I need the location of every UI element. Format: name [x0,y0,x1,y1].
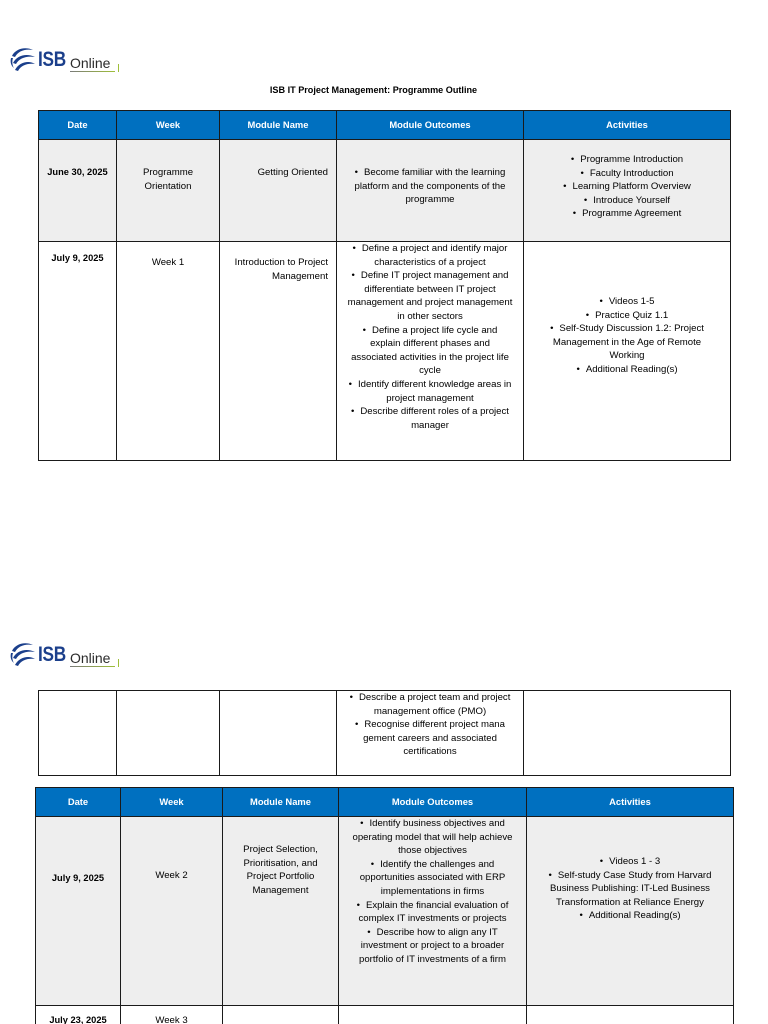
activity-item: • Faculty Introduction [540,167,714,181]
module-outcomes-cell [337,691,524,776]
week-cell: Week 3 [121,1006,223,1024]
logo-accent-mark [118,64,119,72]
activities-cell [524,691,731,776]
module-outcomes-cell [337,140,524,242]
module-outcomes-list [347,242,513,432]
column-header-date: Date [39,111,117,140]
programme-outline-table [38,110,731,461]
activity-item: • Self-study Case Study from Harvard Business Publishing: IT-Led Business Transformation at Reliance Energy [543,869,717,910]
logo-product-text: Online [70,650,111,666]
column-header-activities: Activities [524,111,731,140]
module-name-cell: Introduction to Project Management [220,242,337,461]
isb-online-logo [10,46,126,76]
activity-item: • Programme Agreement [540,207,714,221]
activity-item: • Self-Study Discussion 1.2: Project Management in the Age of Remote Working [540,322,714,363]
module-outcome-item: • Describe a project team and project management office (PMO) [347,691,513,718]
module-outcomes-cell [339,817,527,1006]
date-cell: June 30, 2025 [39,140,117,242]
document-title: ISB IT Project Management: Programme Outline [269,85,478,95]
date-cell: July 9, 2025 [39,242,117,461]
module-outcome-item: • Define a project life cycle and explain different phases and associated activities in the project life cycle [347,324,513,378]
week-cell: Programme Orientation [117,140,220,242]
week-cell: Week 1 [117,242,220,461]
column-header-module-outcomes: Module Outcomes [337,111,524,140]
activity-item: • Learning Platform Overview [540,180,714,194]
module-outcome-item: • Describe different roles of a project manager [347,405,513,432]
module-name-cell: Project Selection, Prioritisation, and Project Portfolio Management [223,817,339,1006]
activities-list [543,855,717,923]
column-header-module-outcomes: Module Outcomes [339,788,527,817]
column-header-module-name: Module Name [223,788,339,817]
activities-list [540,153,714,221]
module-outcome-item: • Define IT project management and differentiate between IT project management and project management in other sectors [347,269,513,323]
module-outcome-item: • Identify different knowledge areas in project management [347,378,513,405]
module-name-cell [220,691,337,776]
activities-list [540,295,714,377]
activities-cell [524,140,731,242]
activity-item: • Practice Quiz 1.1 [540,309,714,323]
module-outcomes-list [347,691,513,759]
logo-underline [70,666,115,667]
column-header-activities: Activities [527,788,734,817]
activities-cell [524,242,731,461]
logo-brand-text: ISB [38,643,66,666]
isb-swirl-icon [10,46,36,73]
column-header-week: Week [117,111,220,140]
logo-product-text: Online [70,55,111,71]
isb-swirl-icon [10,641,36,668]
module-outcomes-cell [337,242,524,461]
module-outcome-item: • Identify business objectives and operating model that will help achieve those objectives [349,817,516,858]
logo-underline [70,71,115,72]
module-outcome-item: • Identify the challenges and opportunities associated with ERP implementations in firms [349,858,516,899]
activity-item: • Introduce Yourself [540,194,714,208]
column-header-week: Week [121,788,223,817]
date-cell: July 23, 2025 [36,1006,121,1024]
module-outcome-item: • Become familiar with the learning platform and the components of the programme [347,166,513,207]
module-name-cell [223,1006,339,1024]
module-outcomes-list [349,817,516,967]
column-header-module-name: Module Name [220,111,337,140]
week-cell: Week 2 [121,817,223,1006]
activities-cell [527,817,734,1006]
module-outcomes-cell [339,1006,527,1024]
module-name-cell: Getting Oriented [220,140,337,242]
activity-item: • Programme Introduction [540,153,714,167]
activity-item: • Videos 1 - 3 [543,855,717,869]
activity-item: • Additional Reading(s) [540,363,714,377]
logo-brand-text: ISB [38,48,66,71]
programme-outline-table [35,787,734,1024]
activity-item: • Videos 1-5 [540,295,714,309]
logo-accent-mark [118,659,119,667]
date-cell [39,691,117,776]
week-cell [117,691,220,776]
continued-table-row [38,690,731,776]
activities-cell [527,1006,734,1024]
module-outcome-item: • Explain the financial evaluation of complex IT investments or projects [349,899,516,926]
module-outcomes-list [347,166,513,207]
isb-online-logo [10,641,126,671]
module-outcome-item: • Recognise different project mana gement careers and associated certifications [347,718,513,759]
module-outcome-item: • Define a project and identify major characteristics of a project [347,242,513,269]
date-cell: July 9, 2025 [36,817,121,1006]
module-outcome-item: • Describe how to align any IT investment or project to a broader portfolio of IT investments of a firm [349,926,516,967]
activity-item: • Additional Reading(s) [543,909,717,923]
column-header-date: Date [36,788,121,817]
